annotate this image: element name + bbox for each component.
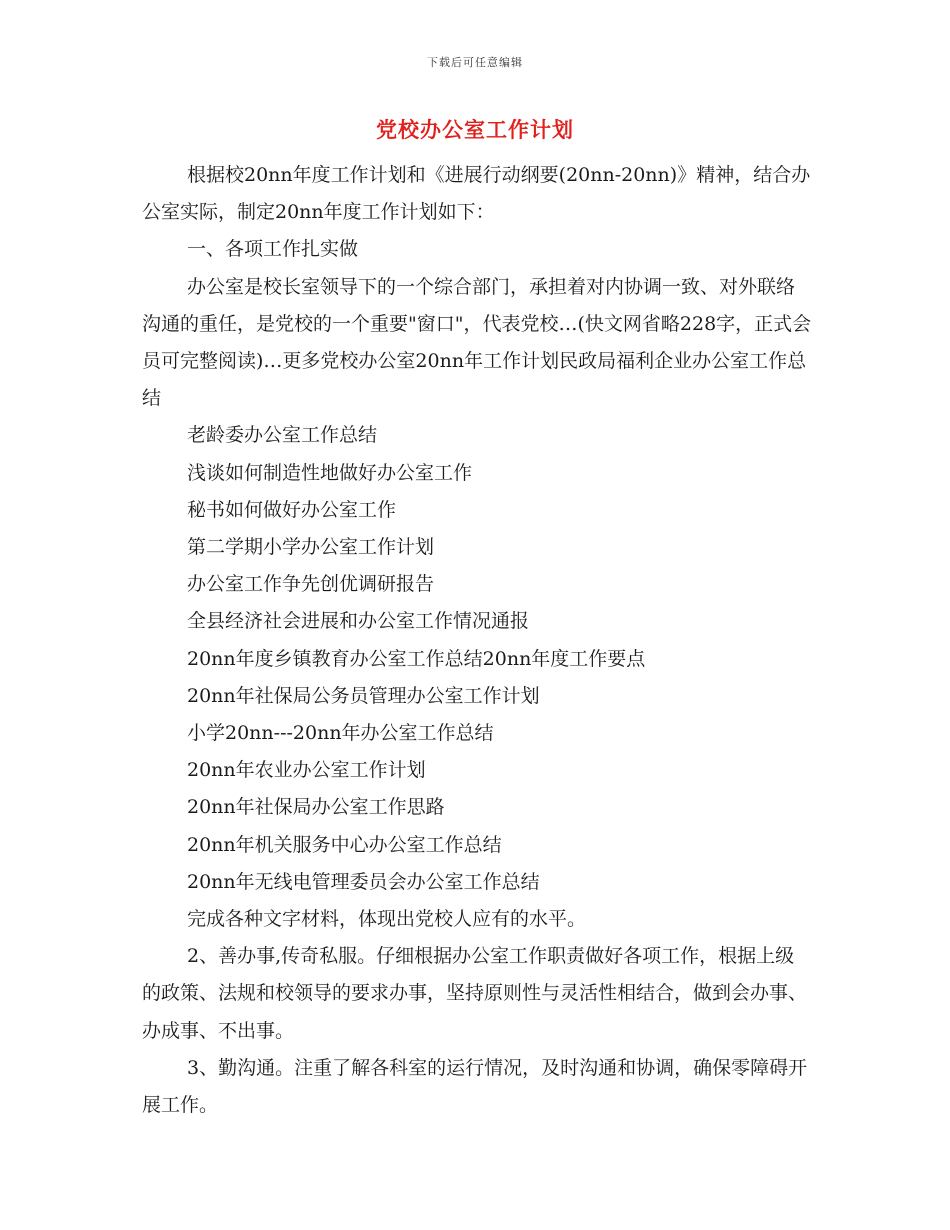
document-title: 党校办公室工作计划 [376,117,574,142]
body-paragraph: 20nn年社保局办公室工作思路 [187,796,445,819]
body-paragraph: 根据校20nn年度工作计划和《进展行动纲要(20nn-20nn)》精神，结合办公室实际，制定20nn年度工作计划如下： [142,164,811,224]
body-paragraph: 20nn年机关服务中心办公室工作总结 [187,833,502,856]
body-paragraph: 第二学期小学办公室工作计划 [187,536,435,559]
body-paragraph: 20nn年社保局公务员管理办公室工作计划 [187,684,540,707]
body-paragraph: 小学20nn---20nn年办公室工作总结 [187,722,494,745]
body-paragraph: 全县经济社会进展和办公室工作情况通报 [187,610,530,633]
body-paragraph: 3、勤沟通。注重了解各科室的运行情况，及时沟通和协调，确保零障碍开展工作。 [142,1056,808,1117]
body-paragraph: 20nn年度乡镇教育办公室工作总结20nn年度工作要点 [187,647,646,670]
body-paragraph: 秘书如何做好办公室工作 [187,498,397,521]
body-paragraph: 2、善办事,传奇私服。仔细根据办公室工作职责做好各项工作，根据上级的政策、法规和校领导的要求办事，坚持原则性与灵活性相结合，做到会办事、办成事、不出事。 [142,945,808,1042]
body-paragraph: 老龄委办公室工作总结 [187,424,378,447]
document-body [142,157,812,1124]
body-paragraph: 浅谈如何制造性地做好办公室工作 [187,461,473,484]
body-paragraph: 办公室是校长室领导下的一个综合部门，承担着对内协调一致、对外联络沟通的重任，是党校的一个重要"窗口"，代表党校…(快文网省略228字，正式会员可完整阅读)…更多党校办公室20nn年工作计划民政局福利企业办公室工作总结 [142,275,812,410]
body-paragraph: 完成各种文字材料，体现出党校人应有的水平。 [187,908,587,931]
body-paragraph: 20nn年农业办公室工作计划 [187,759,426,782]
body-paragraph: 20nn年无线电管理委员会办公室工作总结 [187,870,540,893]
body-paragraph: 办公室工作争先创优调研报告 [187,573,435,596]
header-note: 下载后可任意编辑 [427,56,523,69]
body-paragraph: 一、各项工作扎实做 [187,238,359,261]
